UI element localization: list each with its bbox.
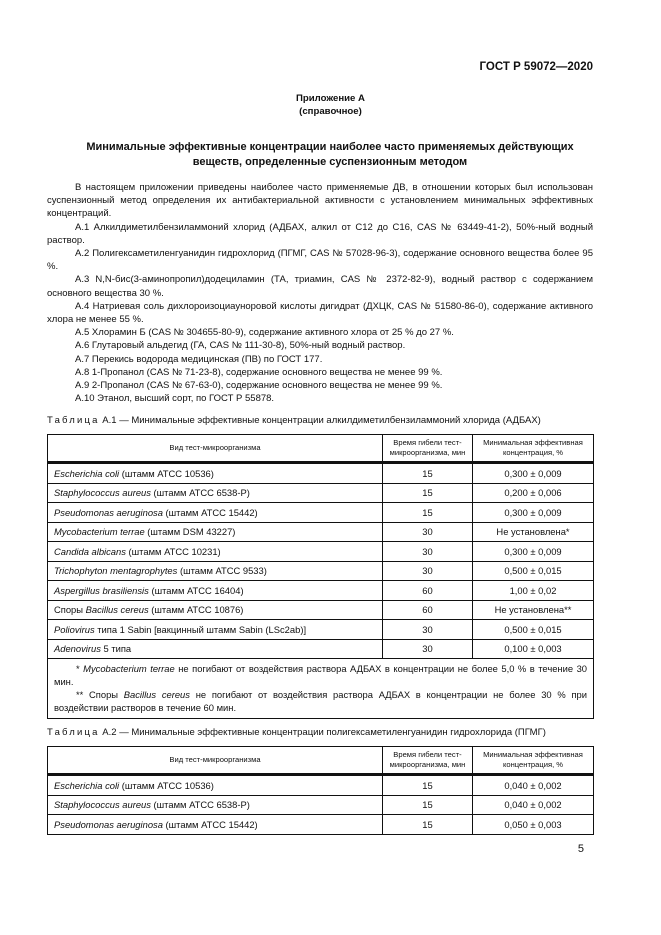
time-cell: 15: [383, 795, 473, 815]
table-row: [48, 600, 594, 620]
table-row: [48, 815, 594, 835]
organism-strain: (штамм АТСС 6538-Р): [150, 487, 250, 499]
organism-strain: (штамм АТСС 15442): [162, 818, 258, 830]
organism-species: Escherichia coli: [54, 467, 120, 479]
column-header: Время гибели тест-микроорганизма, мин: [383, 435, 473, 463]
footnotes: [48, 659, 594, 719]
table-label: Таблица: [47, 415, 100, 427]
organism-species: Poliovirus: [54, 623, 95, 635]
organism-species: Mycobacterium terrae: [83, 663, 175, 675]
section-title-line: Минимальные эффективные концентрации наиболее часто применяемых действующих: [86, 141, 574, 153]
column-header: Минимальная эффективная концентрация, %: [473, 435, 594, 463]
organism-prefix: *: [76, 663, 84, 675]
concentration-cell: 0,100 ± 0,003: [473, 639, 594, 659]
time-cell: 15: [383, 483, 473, 503]
organism-species: Escherichia coli: [54, 779, 120, 791]
paragraph: А.5 Хлорамин Б (CAS № 304655-80-9), содержание активного хлора от 25 % до 27 %.: [75, 327, 454, 339]
time-cell: 30: [383, 620, 473, 640]
table-row: [48, 463, 594, 484]
paragraph: А.9 2-Пропанол (CAS № 67-63-0), содержание основного вещества не менее 99 %.: [75, 380, 443, 392]
footnote: [54, 688, 587, 714]
concentration-cell: 0,500 ± 0,015: [473, 561, 594, 581]
organism-cell: [48, 503, 383, 523]
organism-cell: [48, 522, 383, 542]
organism-cell: [48, 795, 383, 815]
organism-species: Staphylococcus aureus: [54, 487, 151, 499]
concentration-cell: 0,300 ± 0,009: [473, 542, 594, 562]
column-header: Вид тест-микроорганизма: [48, 747, 383, 775]
organism-cell: [48, 483, 383, 503]
organism-species: Staphylococcus aureus: [54, 799, 151, 811]
paragraph: В настоящем приложении приведены наиболее часто применяемые ДВ, в отношении которых был использован суспензионный метод определения их антибактериальной активности с установлением минимальных эффективных концентраций.: [47, 182, 593, 220]
table-row: [48, 542, 594, 562]
body-text: [47, 181, 593, 405]
paragraph: А.7 Перекись водорода медицинская (ПВ) по ГОСТ 177.: [75, 353, 323, 365]
table-row: [48, 483, 594, 503]
header-row: [48, 747, 594, 775]
time-cell: 30: [383, 542, 473, 562]
organism-strain: (штамм АТСС 10536): [119, 779, 214, 791]
concentration-cell: 0,040 ± 0,002: [473, 795, 594, 815]
concentration-cell: Не установлена**: [473, 600, 594, 620]
organism-strain: (штамм АТСС 10876): [148, 604, 244, 616]
header-row: [48, 435, 594, 463]
paragraph: А.4 Натриевая соль дихлороизоциауноровой кислоты дигидрат (ДХЦК, CAS № 51580-86-0), содержание активного хлора не менее 55 %.: [47, 300, 593, 326]
organism-species: Bacillus cereus: [85, 604, 149, 616]
appendix-subtitle: (справочное): [299, 106, 362, 117]
organism-strain: не погибают от воздействия раствора АДБАХ в концентрации не более 30 % при воздействии растворов в течение 60 мин.: [54, 689, 587, 714]
organism-cell: [48, 542, 383, 562]
concentration-cell: 0,200 ± 0,006: [473, 483, 594, 503]
table-row: [48, 795, 594, 815]
time-cell: 30: [383, 522, 473, 542]
organism-cell: [48, 620, 383, 640]
table-caption-text: А.2 — Минимальные эффективные концентрации полигексаметиленгуанидин гидрохлорида (ПГМГ): [99, 727, 546, 739]
organism-strain: (штамм АТСС 10536): [119, 467, 214, 479]
time-cell: 60: [383, 581, 473, 601]
table-row: [48, 561, 594, 581]
paragraph: А.10 Этанол, высший сорт, по ГОСТ Р 55878.: [75, 393, 275, 405]
footnote: [54, 662, 587, 688]
organism-cell: [48, 775, 383, 796]
table1-caption: [47, 415, 594, 427]
organism-prefix: Споры: [54, 604, 86, 616]
time-cell: 30: [383, 561, 473, 581]
column-header: Минимальная эффективная концентрация, %: [473, 747, 594, 775]
organism-cell: [48, 815, 383, 835]
organism-cell: [48, 639, 383, 659]
concentration-cell: 0,300 ± 0,009: [473, 463, 594, 484]
column-header: Вид тест-микроорганизма: [48, 435, 383, 463]
table2-caption: [47, 727, 594, 739]
organism-strain: не погибают от воздействия раствора АДБАХ в концентрации не более 5,0 % в течение 30 мин.: [54, 663, 587, 688]
table-row: [48, 775, 594, 796]
section-title: [47, 140, 613, 170]
organism-strain: (штамм АТСС 9533): [177, 565, 267, 577]
organism-species: Trichophyton mentagrophytes: [54, 565, 178, 577]
paragraph: А.6 Глутаровый альдегид (ГА, CAS № 111-30-8), 50%-ный водный раствор.: [75, 340, 406, 352]
organism-strain: 5 типа: [100, 643, 132, 655]
page-content: [47, 181, 594, 855]
organism-species: Mycobacterium terrae: [54, 526, 145, 538]
concentration-cell: 1,00 ± 0,02: [473, 581, 594, 601]
paragraph: А.8 1-Пропанол (CAS № 71-23-8), содержание основного вещества не менее 99 %.: [75, 366, 443, 378]
organism-species: Bacillus cereus: [123, 689, 190, 701]
organism-species: Aspergillus brasiliensis: [54, 584, 149, 596]
paragraph: А.2 Полигексаметиленгуанидин гидрохлорид (ПГМГ, CAS № 57028-96-3), содержание основного вещества более 95 %.: [47, 248, 593, 273]
organism-cell: [48, 463, 383, 484]
concentration-cell: 0,050 ± 0,003: [473, 815, 594, 835]
table-a2: [47, 746, 594, 835]
organism-strain: (штамм АТСС 15442): [162, 506, 258, 518]
time-cell: 30: [383, 639, 473, 659]
table-caption-text: А.1 — Минимальные эффективные концентрации алкилдиметилбензиламмоний хлорида (АДБАХ): [99, 415, 541, 427]
paragraph: А.3 N,N-бис(3-аминопропил)додециламин (ТА, триамин, CAS № 2372-82-9), водный раствор с содержанием основного вещества 30 %.: [47, 274, 593, 299]
organism-strain: типа 1 Sabin [вакцинный штамм Sabin (LSc2ab)]: [94, 623, 307, 635]
standard-number: ГОСТ Р 59072—2020: [479, 61, 593, 73]
table-row: [48, 620, 594, 640]
time-cell: 15: [383, 503, 473, 523]
table-row: [48, 581, 594, 601]
footnote-row: [48, 659, 594, 719]
table-row: [48, 522, 594, 542]
concentration-cell: 0,300 ± 0,009: [473, 503, 594, 523]
section-title-line: веществ, определенные суспензионным методом: [192, 156, 468, 168]
organism-species: Pseudomonas aeruginosa: [54, 506, 163, 518]
table-row: [48, 639, 594, 659]
organism-species: Pseudomonas aeruginosa: [54, 818, 163, 830]
organism-cell: [48, 581, 383, 601]
organism-species: Candida albicans: [54, 545, 126, 557]
organism-strain: (штамм АТСС 6538-Р): [150, 799, 250, 811]
appendix-title: Приложение А: [296, 93, 365, 104]
column-header: Время гибели тест-микроорганизма, мин: [383, 747, 473, 775]
table-a1: [47, 434, 594, 719]
organism-cell: [48, 561, 383, 581]
concentration-cell: Не установлена*: [473, 522, 594, 542]
time-cell: 15: [383, 775, 473, 796]
page-number: 5: [577, 842, 584, 855]
table-row: [48, 503, 594, 523]
organism-cell: [48, 600, 383, 620]
time-cell: 15: [383, 463, 473, 484]
organism-strain: (штамм АТСС 16404): [148, 584, 244, 596]
concentration-cell: 0,040 ± 0,002: [473, 775, 594, 796]
organism-strain: (штамм DSM 43227): [144, 526, 236, 538]
table-label: Таблица: [47, 727, 100, 739]
organism-strain: (штамм АТСС 10231): [125, 545, 221, 557]
time-cell: 15: [383, 815, 473, 835]
appendix-heading: [0, 92, 661, 118]
concentration-cell: 0,500 ± 0,015: [473, 620, 594, 640]
organism-prefix: ** Споры: [76, 689, 124, 701]
organism-species: Adenovirus: [54, 643, 101, 655]
time-cell: 60: [383, 600, 473, 620]
paragraph: А.1 Алкилдиметилбензиламмоний хлорид (АДБАХ, алкил от С12 до С16, CAS № 63449-41-2), 50%-ный водный раствор.: [47, 221, 593, 246]
